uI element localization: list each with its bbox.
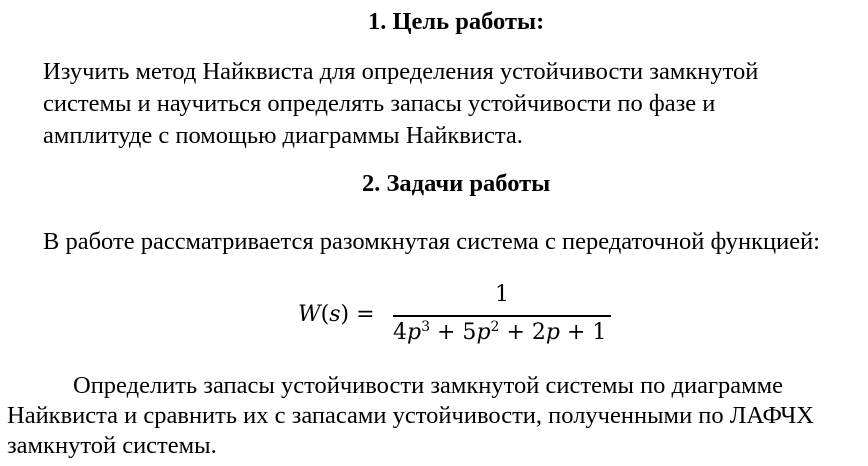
section-1-heading: 1. Цель работы: (368, 8, 545, 35)
formula-lhs-open: ( (320, 302, 330, 327)
conclusion-line-1: Определить запасы устойчивости замкнутой системы по диаграмме (73, 372, 784, 399)
conclusion-line-2: Найквиста и сравнить их с запасами устойчивости, полученными по ЛАФЧХ (7, 402, 814, 429)
fraction-bar (393, 315, 611, 317)
transfer-function-formula (0, 278, 868, 348)
den-var-2: p (476, 320, 491, 345)
den-exp-2: 2 (490, 319, 500, 335)
den-exp-1: 3 (421, 319, 431, 335)
section-2-intro: В работе рассматривается разомкнутая система с передаточной функцией: (43, 228, 820, 255)
den-tail: + 1 (559, 320, 607, 345)
section-1-paragraph-line-2: системы и научиться определять запасы устойчивости по фазе и (43, 90, 716, 117)
section-2-heading: 2. Задачи работы (362, 170, 551, 197)
den-coef-1: 4 (393, 320, 407, 345)
formula-lhs-var: s (329, 302, 341, 327)
formula-lhs-func: W (298, 302, 321, 327)
den-sep-1: + 5 (430, 320, 477, 345)
section-1-paragraph-line-3: амплитуде с помощью диаграммы Найквиста. (43, 122, 523, 149)
formula-lhs-close: ) = (340, 302, 375, 327)
conclusion-line-3: замкнутой системы. (7, 432, 217, 459)
formula-denominator (393, 320, 606, 345)
section-1-paragraph-line-1: Изучить метод Найквиста для определения устойчивости замкнутой (43, 58, 759, 85)
formula-numerator: 1 (495, 282, 509, 307)
den-sep-2: + 2 (499, 320, 546, 345)
formula-lhs (298, 302, 375, 327)
den-var-3: p (545, 320, 560, 345)
den-var-1: p (407, 320, 422, 345)
